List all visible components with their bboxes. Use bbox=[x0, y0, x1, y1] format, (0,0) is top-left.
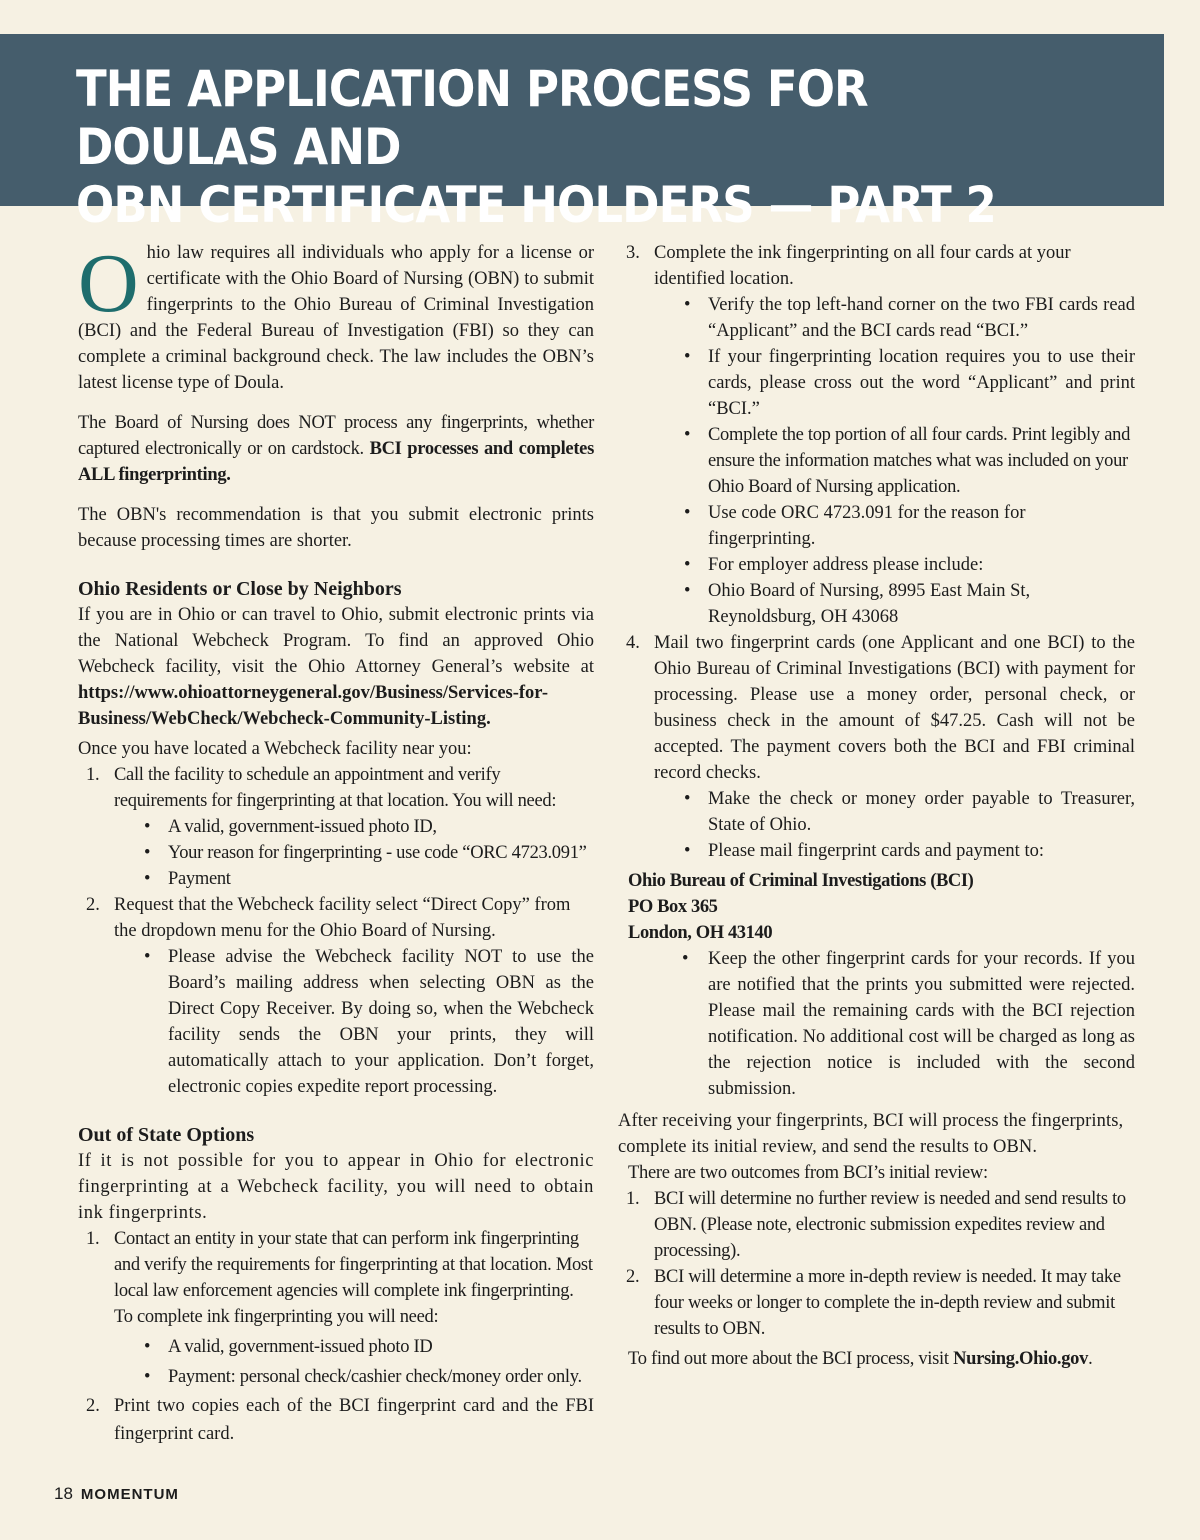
list-item: 2. Print two copies each of the BCI fingerprint card and the FBI fingerprint card. bbox=[86, 1396, 594, 1444]
outcomes-intro: There are two outcomes from BCI’s initial review: bbox=[628, 1163, 988, 1183]
outcomes-list bbox=[618, 1186, 1135, 1342]
board-paragraph: The Board of Nursing does NOT process any fingerprints, whether captured electronically or on cardstock. BCI processes and completes ALL fingerprinting. bbox=[78, 413, 594, 485]
ohio-steps bbox=[78, 762, 594, 1100]
list-item: • Your reason for fingerprinting - use code “ORC 4723.091” bbox=[114, 840, 594, 866]
step4-bullets bbox=[654, 786, 1135, 864]
list-item: • A valid, government-issued photo ID, bbox=[114, 814, 594, 840]
page-title: THE APPLICATION PROCESS FOR DOULAS AND OBN CERTIFICATE HOLDERS — PART 2 bbox=[76, 60, 996, 234]
list-item: 3. Complete the ink fingerprinting on all four cards at your identified location. • Verify the top left-hand corner on the two FBI cards read “Applicant” and the BCI cards read “BCI.” • If your fingerprinting location requires you to use their cards, please cross out the word “Applicant” and print “BCI.” • Complete the top portion of all four cards. Print legibly and ensure the information matches what was included on your Ohio Board of Nursing application. • Use code ORC 4723.091 for the reason for fingerprinting. • For employer address please include: • Ohio Board of Nursing, 8995 East Main St, Reynoldsburg, OH 43068 bbox=[618, 240, 1135, 630]
drop-cap: O bbox=[78, 237, 139, 330]
list-item: • A valid, government-issued photo ID bbox=[114, 1334, 594, 1360]
ohio-body: If you are in Ohio or can travel to Ohio, submit electronic prints via the National Webcheck Program. To find an approved Ohio Webcheck facility, visit the Ohio Attorney General’s website at https://www.ohioattorneygeneral.gov/Business/Services-for-Business/WebCheck/Webcheck-Community-Listing. bbox=[78, 605, 594, 729]
ohio-step2-bullets bbox=[114, 944, 594, 1100]
find-out-more: To find out more about the BCI process, visit Nursing.Ohio.gov. bbox=[628, 1349, 1093, 1369]
keep-cards-bullet bbox=[618, 946, 1135, 1102]
ohio-residents-heading: Ohio Residents or Close by Neighbors bbox=[78, 578, 402, 600]
list-item: • Verify the top left-hand corner on the two FBI cards read “Applicant” and the BCI cards read “BCI.” bbox=[654, 292, 1135, 344]
recommendation-paragraph: The OBN's recommendation is that you submit electronic prints because processing times are shorter. bbox=[78, 505, 594, 551]
list-item: 1. Contact an entity in your state that can perform ink fingerprinting and verify the requirements for fingerprinting at that location. Most local law enforcement agencies will complete ink fingerprinting. To complete ink fingerprinting you will need: • A valid, government-issued photo ID • Payment: personal check/cashier check/money order only. bbox=[78, 1226, 594, 1390]
title-banner bbox=[0, 34, 1164, 234]
list-item: • If your fingerprinting location requires you to use their cards, please cross out the word “Applicant” and print “BCI.” bbox=[654, 344, 1135, 422]
left-column bbox=[78, 237, 594, 1448]
out-of-state-heading: Out of State Options bbox=[78, 1124, 255, 1146]
list-item: • Use code ORC 4723.091 for the reason for fingerprinting. bbox=[654, 500, 1135, 552]
page-footer bbox=[54, 1484, 179, 1504]
page-number: 18 bbox=[54, 1484, 73, 1503]
list-item: • Payment bbox=[114, 866, 594, 892]
list-item: • Please mail fingerprint cards and payment to: bbox=[654, 838, 1135, 864]
ohio-step1-bullets bbox=[114, 814, 594, 892]
list-item: • For employer address please include: bbox=[654, 552, 1135, 578]
list-item: • Ohio Board of Nursing, 8995 East Main St, Reynoldsburg, OH 43068 bbox=[654, 578, 1135, 630]
after-paragraph: After receiving your fingerprints, BCI will process the fingerprints, complete its initial review, and send the results to OBN. bbox=[618, 1111, 1124, 1157]
once-located: Once you have located a Webcheck facility near you: bbox=[78, 739, 472, 759]
list-item: 2. Request that the Webcheck facility select “Direct Copy” from the dropdown menu for the Ohio Board of Nursing. • Please advise the Webcheck facility NOT to use the Board’s mailing address when selecting OBN as the Direct Copy Receiver. By doing so, when the Webcheck facility sends the OBN your prints, they will automatically attach to your application. Don’t forget, electronic copies expedite report processing. bbox=[78, 892, 594, 1100]
list-item: • Complete the top portion of all four cards. Print legibly and ensure the information matches what was included on your Ohio Board of Nursing application. bbox=[654, 422, 1135, 500]
webcheck-url[interactable]: https://www.ohioattorneygeneral.gov/Business/Services-for-Business/WebCheck/Webcheck-Community-Listing. bbox=[78, 683, 548, 729]
list-item: • Make the check or money order payable to Treasurer, State of Ohio. bbox=[654, 786, 1135, 838]
out-of-state-steps-continued bbox=[618, 240, 1135, 864]
list-item: 1. Call the facility to schedule an appointment and verify requirements for fingerprinting at that location. You will need: • A valid, government-issued photo ID, • Your reason for fingerprinting - use code “ORC 4723.091” • Payment bbox=[78, 762, 594, 892]
right-column bbox=[618, 240, 1135, 1372]
list-item: • Keep the other fingerprint cards for your records. If you are notified that the prints you submitted were rejected. Please mail the remaining cards with the BCI rejection notification. No additional cost will be charged as long as the rejection notice is included with the second submission. bbox=[618, 946, 1135, 1102]
nursing-ohio-link[interactable]: Nursing.Ohio.gov bbox=[953, 1349, 1089, 1369]
magazine-name: MOMENTUM bbox=[80, 1486, 179, 1503]
bci-mailing-address: Ohio Bureau of Criminal Investigations (BCI) PO Box 365 London, OH 43140 bbox=[628, 871, 974, 943]
list-item: 1. BCI will determine no further review is needed and send results to OBN. (Please note, electronic submission expedites review and processing). bbox=[626, 1189, 1126, 1261]
intro-paragraph: Ohio law requires all individuals who apply for a license or certificate with the Ohio Board of Nursing (OBN) to submit fingerprints to the Ohio Bureau of Criminal Investigation (BCI) and the Federal Bureau of Investigation (FBI) so they can complete a criminal background check. The law includes the OBN’s latest license type of Doula. bbox=[78, 237, 594, 393]
list-item: • Please advise the Webcheck facility NOT to use the Board’s mailing address when selecting OBN as the Direct Copy Receiver. By doing so, when the Webcheck facility sends the OBN your prints, they will automatically attach to your application. Don’t forget, electronic copies expedite report processing. bbox=[114, 944, 594, 1100]
step3-bullets bbox=[654, 292, 1135, 630]
list-item: 4. Mail two fingerprint cards (one Applicant and one BCI) to the Ohio Bureau of Criminal Investigations (BCI) with payment for processing. Please use a money order, personal check, or business check in the amount of $47.25. Cash will not be accepted. The payment covers both the BCI and FBI criminal record checks. • Make the check or money order payable to Treasurer, State of Ohio. • Please mail fingerprint cards and payment to: bbox=[618, 630, 1135, 864]
out-of-state-body: If it is not possible for you to appear in Ohio for electronic fingerprinting at a Webcheck facility, you will need to obtain ink fingerprints. bbox=[78, 1151, 594, 1223]
list-item: 2. BCI will determine a more in-depth review is needed. It may take four weeks or longer to complete the in-depth review and submit results to OBN. bbox=[626, 1267, 1121, 1339]
list-item: • Payment: personal check/cashier check/money order only. bbox=[114, 1364, 594, 1390]
out-of-state-steps bbox=[78, 1226, 594, 1448]
out-of-state-step1-bullets bbox=[114, 1334, 594, 1390]
